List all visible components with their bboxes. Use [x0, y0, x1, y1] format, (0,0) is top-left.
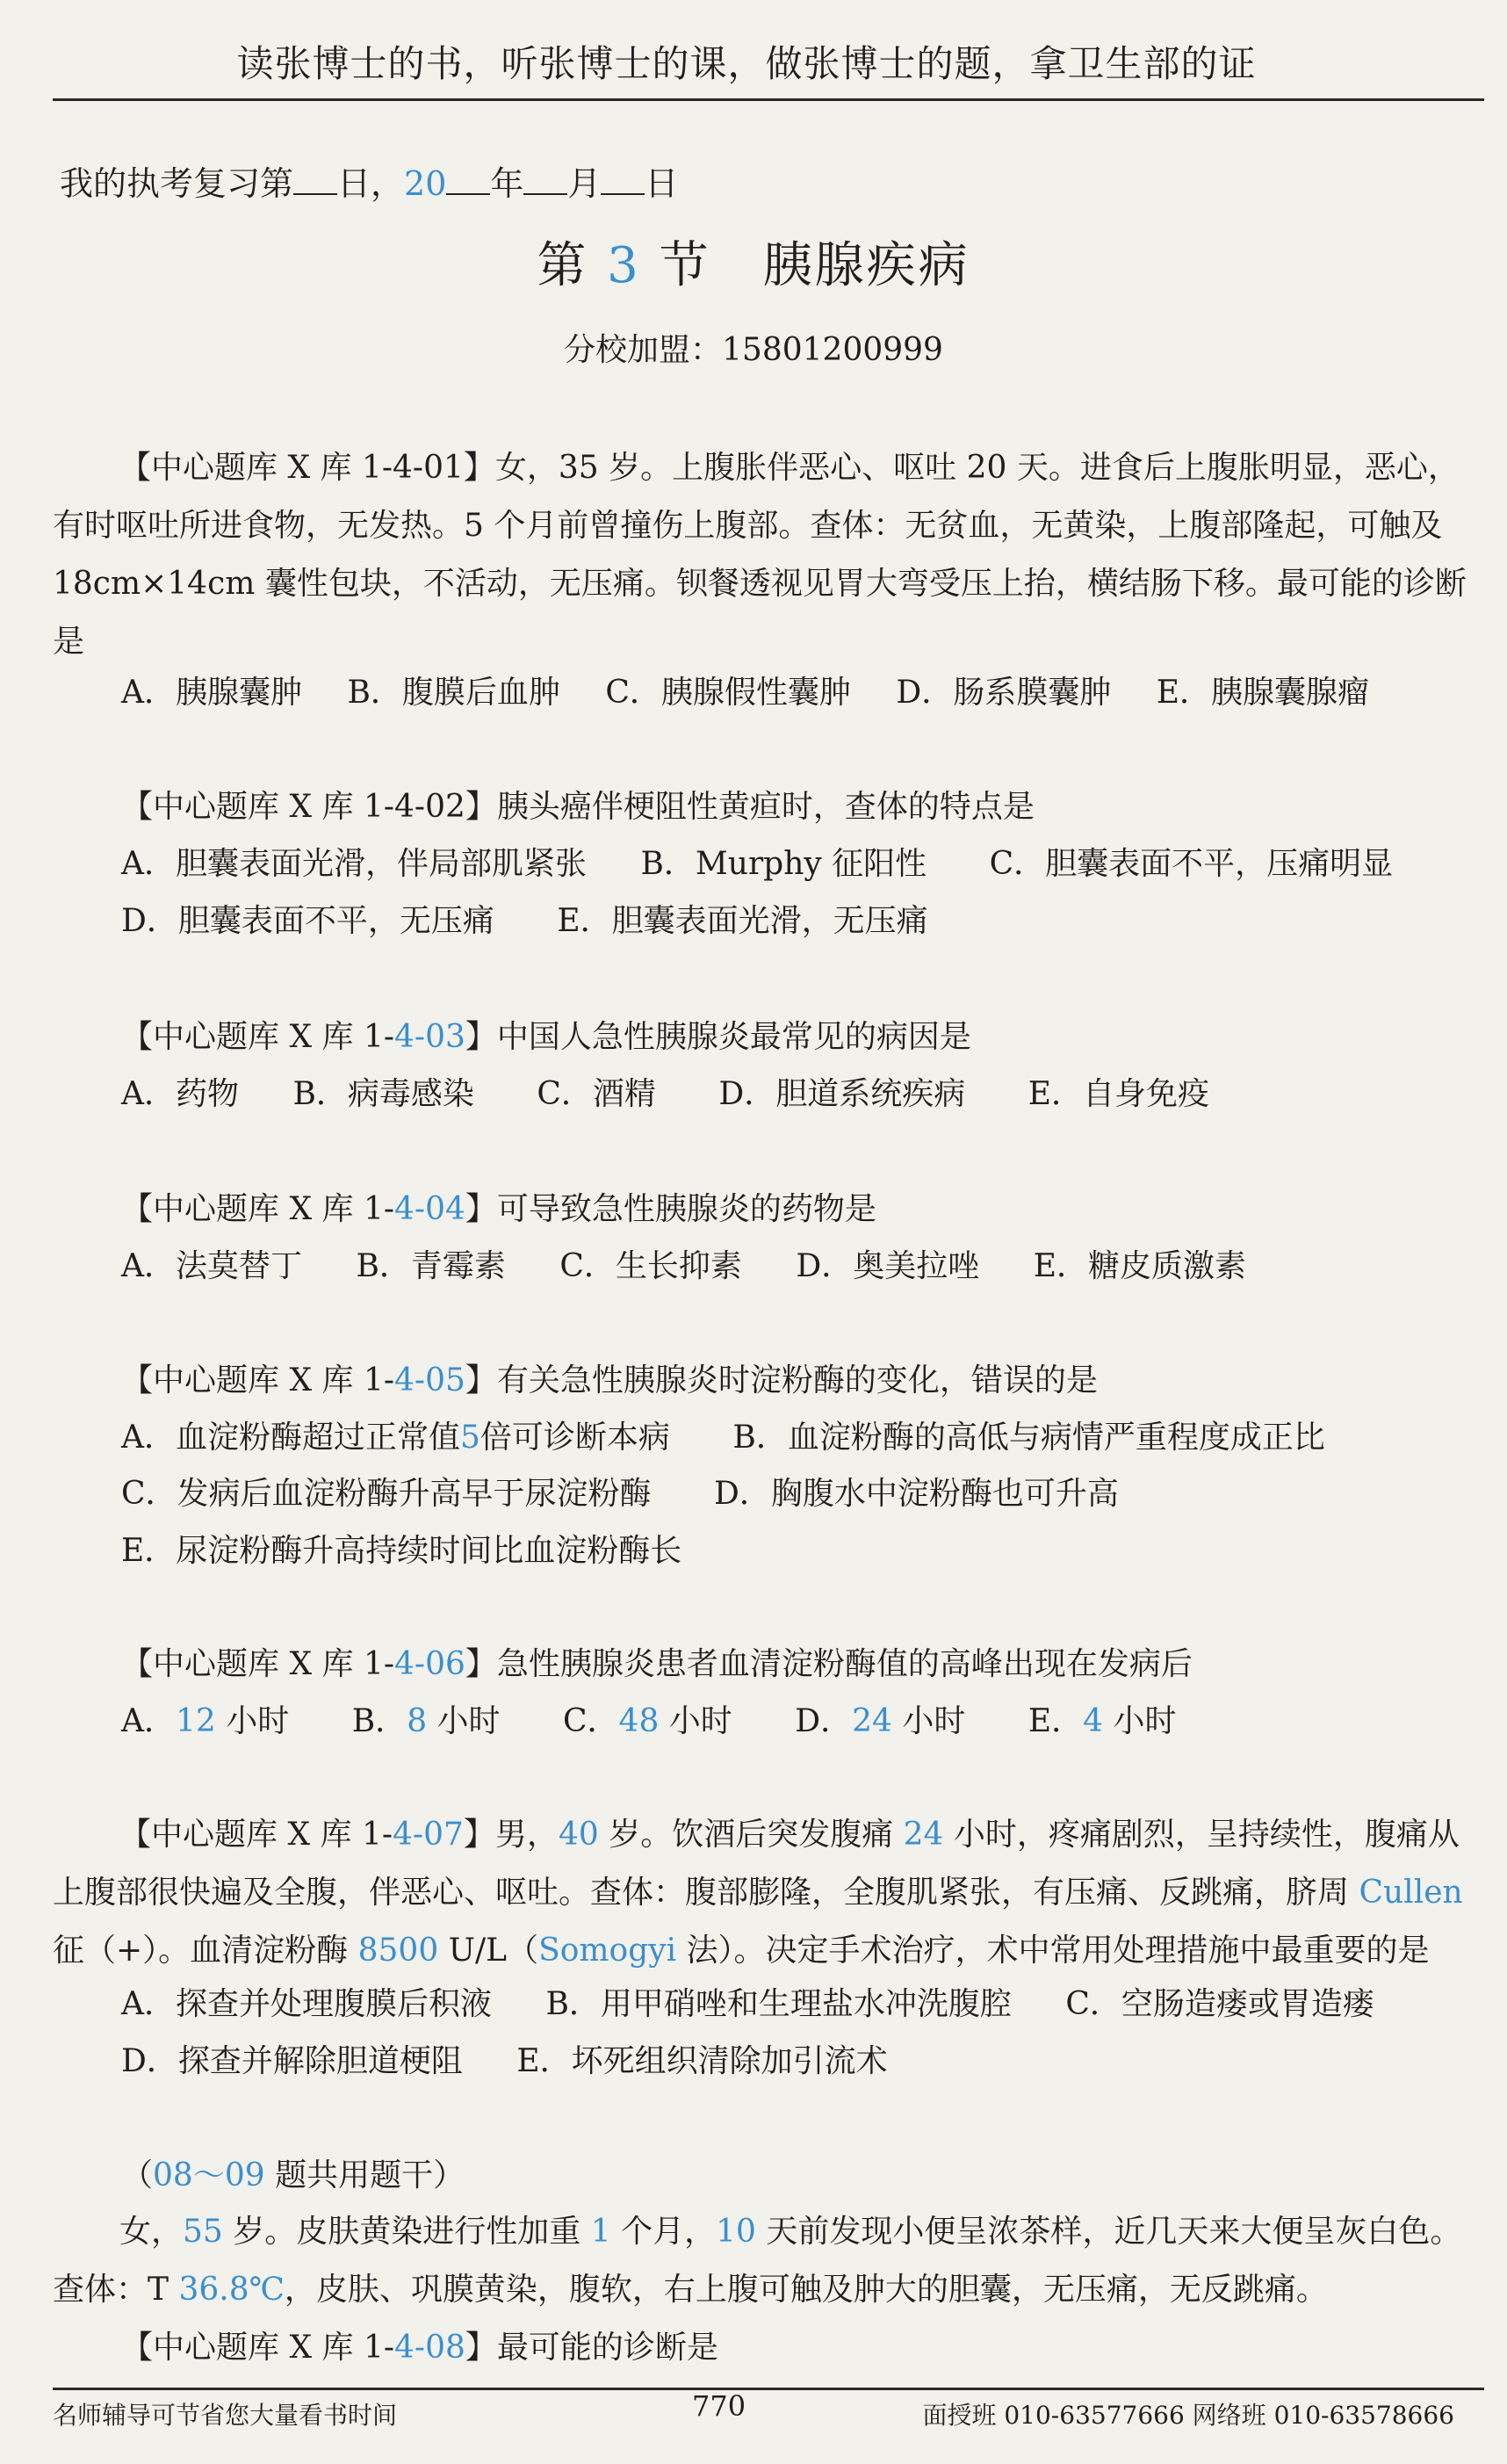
question-5-code: 4-05: [394, 1362, 465, 1398]
study-log-line: [60, 156, 678, 205]
question-6-code: 4-06: [394, 1646, 465, 1682]
option-hours: 8: [407, 1703, 428, 1739]
option-unit: 小时: [427, 1703, 501, 1739]
study-prefix: 我的执考复习第: [60, 164, 294, 203]
shared-text: ，皮肤、巩膜黄染，腹软，右上腹可触及肿大的胆囊，无压痛，无反跳痛。: [284, 2272, 1328, 2308]
option-a: [121, 1413, 670, 1457]
day-blank: [293, 167, 337, 195]
shared-age: 55: [183, 2214, 223, 2250]
q7-text: 征（+）。血清淀粉酶: [53, 1933, 358, 1969]
q7-cullen: Cullen: [1359, 1875, 1463, 1911]
option-e: E．坏死组织清除加引流术: [516, 2043, 888, 2079]
question-3-code: 4-03: [394, 1019, 465, 1055]
year-label: 年: [490, 164, 524, 203]
question-3-suffix: 】中国人急性胰腺炎最常见的病因是: [465, 1019, 971, 1055]
question-1-stem: 【中心题库 X 库 1-4-01】女，35 岁。上腹胀伴恶心、呕吐 20 天。进食后上腹胀明显，恶心，有时呕吐所进食物，无发热。5 个月前曾撞伤上腹部。查体：无贫血，无黄染，上腹部隆起，可触及 18cm×14cm 囊性包块，不活动，无压痛。钡餐透视见胃大弯受压上抬，横结肠下移。最可能的诊断是: [53, 450, 1467, 660]
option-a-post: 倍可诊断本病: [480, 1420, 670, 1456]
q7-hours: 24: [903, 1817, 944, 1853]
date-blank: [601, 167, 645, 195]
option-c: C．胰腺假性囊肿: [605, 675, 851, 711]
footer-divider: [53, 2388, 1484, 2390]
option-b: B．用甲硝唑和生理盐水冲洗腹腔: [545, 1986, 1012, 2022]
question-3-options: [121, 1069, 1209, 1114]
option-letter: D．: [795, 1703, 853, 1739]
question-7-stem: [53, 1806, 1467, 1980]
footer-contact: 面授班 010-63577666 网络班 010-63578666: [922, 2401, 1454, 2430]
shared-text: 岁。皮肤黄染进行性加重: [222, 2214, 591, 2250]
shared-days: 10: [716, 2214, 756, 2250]
footer-slogan: 名师辅导可节省您大量看书时间: [53, 2401, 398, 2430]
question-5-stem: [121, 1355, 1098, 1400]
question-5-prefix: 【中心题库 X 库 1-: [121, 1362, 395, 1398]
option-d: D．胆道系统疾病: [718, 1076, 966, 1112]
shared-text: 天前发现小便呈浓茶样，近几天来大便呈灰白色。查体：T: [53, 2214, 1462, 2308]
option-c: [563, 1696, 732, 1741]
shared-stem: [53, 2203, 1467, 2319]
option-d: D．胸腹水中淀粉酶也可升高: [714, 1476, 1119, 1512]
question-5-suffix: 】有关急性胰腺炎时淀粉酶的变化，错误的是: [465, 1362, 1098, 1398]
option-b: B．Murphy 征阳性: [640, 846, 927, 882]
option-d: D．奥美拉唑: [796, 1248, 980, 1284]
question-5-options-row-1: [121, 1413, 1325, 1457]
question-3-prefix: 【中心题库 X 库 1-: [121, 1019, 395, 1055]
option-b: B．青霉素: [356, 1248, 506, 1284]
question-2-options-row-1: [121, 839, 1393, 884]
option-b: [352, 1696, 501, 1741]
option-a: A．胆囊表面光滑，伴局部肌紧张: [121, 846, 587, 882]
day-label: 日，: [337, 164, 405, 203]
question-6-stem: [121, 1639, 1193, 1684]
option-c: C．生长抑素: [559, 1248, 742, 1284]
question-7-options-row-1: [121, 1979, 1374, 2024]
option-e: E．糖皮质激素: [1033, 1248, 1246, 1284]
option-e: E．胆囊表面光滑，无压痛: [557, 903, 928, 939]
option-b: B．腹膜后血肿: [347, 675, 560, 711]
q7-code: 4-07: [393, 1817, 464, 1853]
question-8-suffix: 】最可能的诊断是: [465, 2330, 718, 2366]
q7-text: U/L（: [438, 1933, 539, 1969]
option-c: C．空肠造瘘或胃造瘘: [1065, 1986, 1374, 2022]
shared-label-text: （: [121, 2157, 154, 2193]
option-b: B．病毒感染: [292, 1076, 474, 1112]
shared-range: 08～09: [153, 2157, 265, 2193]
q7-text: 法）。决定手术治疗，术中常用处理措施中最重要的是: [676, 1933, 1430, 1969]
question-6-options: [121, 1696, 1177, 1741]
option-c: C．胆囊表面不平，压痛明显: [989, 846, 1394, 882]
section-title-prefix: 第: [537, 237, 589, 294]
question-2-stem: 【中心题库 X 库 1-4-02】胰头癌伴梗阻性黄疸时，查体的特点是: [121, 789, 1035, 825]
shared-text: 女，: [119, 2214, 184, 2250]
option-e: E．尿淀粉酶升高持续时间比血淀粉酶长: [121, 1533, 682, 1569]
question-8-stem: [121, 2323, 718, 2367]
q7-somogyi: Somogyi: [538, 1933, 677, 1969]
option-d: D．胆囊表面不平，无压痛: [121, 903, 494, 939]
option-e: E．胰腺囊腺瘤: [1156, 675, 1369, 711]
option-d: [795, 1696, 965, 1741]
year-prefix: 20: [404, 164, 447, 203]
shared-label-text: 题共用题干）: [264, 2157, 465, 2193]
section-title: [0, 227, 1507, 297]
option-c: C．酒精: [537, 1076, 656, 1112]
option-d: D．肠系膜囊肿: [896, 675, 1112, 711]
section-title-suffix: 节 胰腺疾病: [659, 237, 970, 294]
question-4-suffix: 】可导致急性胰腺炎的药物是: [465, 1191, 876, 1227]
year-blank: [446, 167, 490, 195]
option-letter: A．: [121, 1703, 176, 1739]
question-5-options-row-3: [121, 1526, 681, 1571]
question-4-prefix: 【中心题库 X 库 1-: [121, 1191, 395, 1227]
option-b: B．血淀粉酶的高低与病情严重程度成正比: [732, 1420, 1325, 1456]
header-banner: 读张博士的书，听张博士的课，做张博士的题，拿卫生部的证: [236, 42, 1257, 85]
option-hours: 48: [618, 1703, 660, 1739]
option-a: A．探查并处理腹膜后积液: [121, 1986, 492, 2022]
question-4-code: 4-04: [394, 1191, 465, 1227]
branch-contact: 分校加盟：15801200999: [564, 332, 943, 368]
q7-amylase: 8500: [357, 1933, 439, 1969]
question-6-prefix: 【中心题库 X 库 1-: [121, 1646, 395, 1682]
option-letter: C．: [563, 1703, 619, 1739]
option-hours: 12: [176, 1703, 216, 1739]
page-number: 770: [692, 2389, 746, 2423]
option-a: [121, 1696, 289, 1741]
option-unit: 小时: [1103, 1703, 1177, 1739]
q7-text: 【中心题库 X 库 1-: [119, 1817, 393, 1853]
question-1-options: [121, 668, 1369, 712]
shared-stem-label: [121, 2150, 465, 2195]
question-4-options: [121, 1241, 1246, 1286]
option-a: A．法莫替丁: [121, 1248, 302, 1284]
section-number: 3: [607, 237, 641, 294]
question-4-stem: [121, 1184, 876, 1229]
option-c: C．发病后血淀粉酶升高早于尿淀粉酶: [121, 1476, 652, 1512]
option-a-pre: A．血淀粉酶超过正常值: [121, 1420, 460, 1456]
question-5-options-row-2: [121, 1469, 1119, 1514]
question-8-code: 4-08: [394, 2330, 465, 2366]
option-e: E．自身免疫: [1028, 1076, 1209, 1112]
month-blank: [523, 167, 567, 195]
option-unit: 小时: [891, 1703, 966, 1739]
option-letter: B．: [351, 1703, 407, 1739]
q7-text: 岁。饮酒后突发腹痛: [598, 1817, 904, 1853]
question-3-stem: [121, 1012, 971, 1057]
option-a-num: 5: [460, 1420, 480, 1456]
header-divider: [53, 98, 1484, 101]
option-letter: E．: [1028, 1703, 1084, 1739]
month-label: 月: [567, 164, 602, 203]
option-e: [1028, 1696, 1177, 1741]
option-hours: 24: [852, 1703, 892, 1739]
option-a: A．胰腺囊肿: [121, 675, 302, 711]
option-hours: 4: [1083, 1703, 1104, 1739]
question-7-options-row-2: [121, 2036, 888, 2081]
shared-months: 1: [590, 2214, 611, 2250]
option-unit: 小时: [215, 1703, 290, 1739]
q7-text: 】男，: [463, 1817, 559, 1853]
option-a: A．药物: [121, 1076, 239, 1112]
date-label: 日: [645, 164, 679, 203]
q7-age: 40: [558, 1817, 599, 1853]
shared-temperature: 36.8℃: [178, 2272, 285, 2308]
question-6-suffix: 】急性胰腺炎患者血清淀粉酶值的高峰出现在发病后: [465, 1646, 1193, 1682]
option-unit: 小时: [659, 1703, 732, 1739]
q7-text: 小时，疼痛剧烈，呈持续性，腹痛从上腹部很快遍及全腹，伴恶心、呕吐。查体：腹部膨隆，全腹肌紧张，有压痛、反跳痛，脐周: [53, 1817, 1460, 1911]
shared-text: 个月，: [610, 2214, 717, 2250]
option-d: D．探查并解除胆道梗阻: [121, 2043, 463, 2079]
question-8-prefix: 【中心题库 X 库 1-: [121, 2330, 395, 2366]
question-2-options-row-2: [121, 896, 928, 941]
